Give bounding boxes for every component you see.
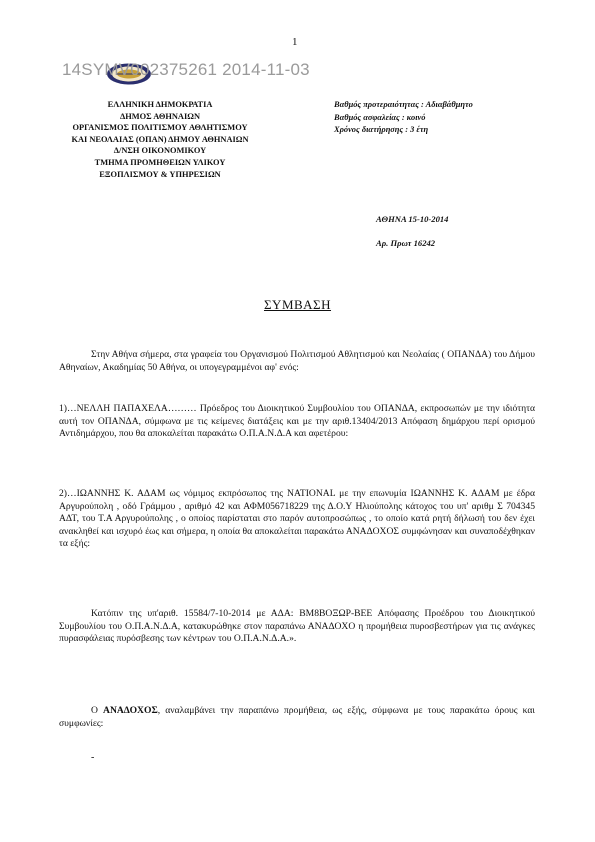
party-one-paragraph bbox=[59, 403, 535, 441]
contractor-paragraph bbox=[59, 705, 535, 730]
party-one-text: 1)…ΝΕΛΛΗ ΠΑΠΑΧΕΛΑ……… Πρόεδρος του Διοικητικού Συμβουλίου του ΟΠΑΝΔΑ, εκπροσωπών με την ιδιότητα αυτή τον ΟΠΑΝΔΑ, σύμφωνα με τις κείμενες διατάξεις και με την αριθ.13404/2013 Απόφαση δημάρχου περί ορισμού Αντιδημάρχου, που θα αποκαλείται παρακάτω Ο.Π.Α.Ν.Δ.Α και αφετέρου: bbox=[59, 403, 535, 440]
issuer-line: ΕΛΛΗΝΙΚΗ ΔΗΜΟΚΡΑΤΙΑ bbox=[107, 100, 213, 109]
issuer-line: ΕΞΟΠΛΙΣΜΟΥ & ΥΠΗΡΕΣΙΩΝ bbox=[99, 169, 221, 179]
issuer-block bbox=[40, 99, 280, 180]
page-number: 1 bbox=[292, 36, 298, 48]
issuer-line: ΟΡΓΑΝΙΣΜΟΣ ΠΟΛΙΤΙΣΜΟΥ ΑΘΛΗΤΙΣΜΟΥ bbox=[72, 123, 248, 133]
protocol-number: Αρ. Πρωτ 16242 bbox=[376, 238, 436, 248]
issuer-line: ΤΜΗΜΑ ΠΡΟΜΗΘΕΙΩΝ ΥΛΙΚΟΥ bbox=[94, 157, 226, 167]
classification-block bbox=[334, 99, 473, 137]
contractor-name: ΑΝΑΔΟΧΟΣ bbox=[103, 705, 158, 716]
document-id-watermark: 14SYMV002375261 2014-11-03 bbox=[62, 60, 310, 79]
priority-level: Βαθμός προτεραιότητας : Αδιαβάθμητο bbox=[334, 100, 473, 109]
intro-paragraph bbox=[59, 349, 535, 374]
issuer-line: Δ/ΝΣΗ ΟΙΚΟΝΟΜΙΚΟΥ bbox=[113, 146, 207, 156]
trailing-dash: - bbox=[91, 752, 95, 763]
contractor-prefix: Ο bbox=[91, 705, 104, 716]
retention-period: Χρόνος διατήρησης : 3 έτη bbox=[334, 125, 429, 134]
contractor-rest: , αναλαμβάνει την παραπάνω προμήθεια, ως εξής, σύμφωνα με τους παρακάτω όρους και συμφωνίες: bbox=[59, 705, 536, 729]
intro-text: Στην Αθήνα σήμερα, στα γραφεία του Οργανισμού Πολιτισμού Αθλητισμού και Νεολαίας ( ΟΠΑΝΔΑ) του Δήμου Αθηναίων, Ακαδημίας 50 Αθήνα, οι υπογεγραμμένοι αφ' ενός: bbox=[59, 349, 535, 373]
party-two-text: 2)…ΙΩΑΝΝΗΣ Κ. ΑΔΑΜ ως νόμιμος εκπρόσωπος της NATIONAL με την επωνυμία ΙΩΑΝΝΗΣ Κ. ΑΔΑΜ με έδρα Αργυρούπολη , οδό Γράμμου , αριθμό 42 και ΑΦΜ056718229 της Δ.Ο.Υ Ηλιούπολης κάτοχος του υπ' αριθμ Σ 704345 ΑΔΤ, του Τ.Α Αργυρούπολης , ο οποίος παρίσταται στο παρόν αυτοπροσώπως , το οποίο κατά ρητή δήλωσή του δεν έχει ανακληθεί και ισχυρό έως και σήμερα, η οποία θα αποκαλείται παρακάτω ΑΝΑΔΟΧΟΣ συμφώνησαν και συναποδέχθηκαν τα εξής: bbox=[59, 488, 535, 550]
security-level: Βαθμός ασφαλείας : κοινό bbox=[334, 112, 426, 122]
document-title: ΣΥΜΒΑΣΗ bbox=[263, 297, 332, 312]
issuer-line: ΚΑΙ ΝΕΟΛΑΙΑΣ (ΟΠΑΝ) ΔΗΜΟΥ ΑΘΗΝΑΙΩΝ bbox=[71, 134, 249, 144]
party-two-paragraph bbox=[59, 488, 535, 551]
date-line: ΑΘΗΝΑ 15-10-2014 bbox=[376, 214, 449, 224]
decision-text: Κατόπιν της υπ'αριθ. 15584/7-10-2014 με ΑΔΑ: ΒΜ8ΒΟΞΩΡ-ΒΕΕ Απόφασης Προέδρου του Διοικητικού Συμβουλίου του Ο.Π.Α.Ν.Δ.Α, κατακυρώθηκε στον παραπάνω ΑΝΑΔΟΧΟ η προμήθεια πυροσβεστήρων για τις ανάγκες πυρασφάλειας πυρόσβεσης των κέντρων του Ο.Π.Α.Ν.Δ.Α.». bbox=[59, 608, 535, 645]
issuer-line: ΔΗΜΟΣ ΑΘΗΝΑΙΩΝ bbox=[120, 111, 200, 121]
decision-paragraph bbox=[59, 608, 535, 646]
contractor-text bbox=[59, 705, 535, 730]
